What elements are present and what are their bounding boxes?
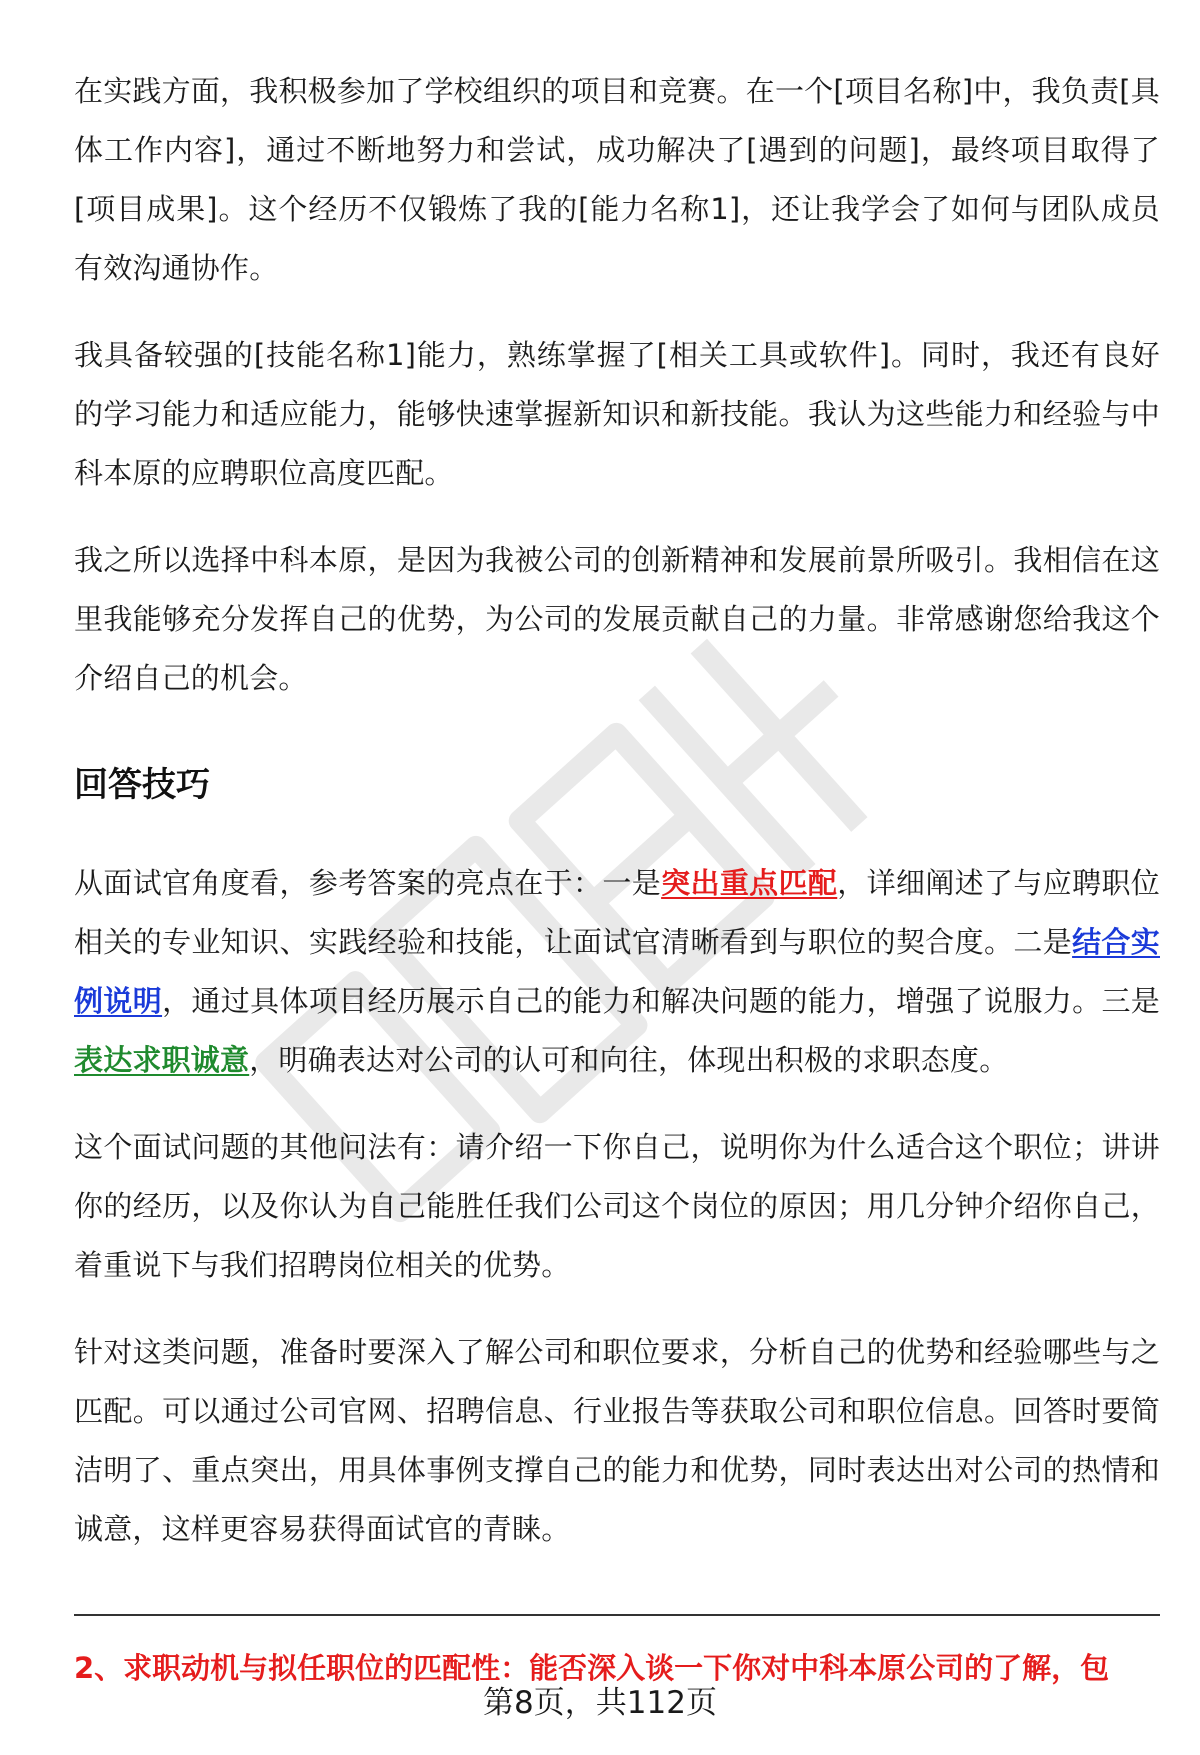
highlight-blue: 结合实例说明: [74, 925, 1160, 1018]
section-divider: [74, 1614, 1160, 1616]
tips-text: ，通过具体项目经历展示自己的能力和解决问题的能力，增强了说服力。三是: [162, 984, 1160, 1018]
tips-paragraph: [74, 854, 1160, 1090]
tips-text: 从面试官角度看，参考答案的亮点在于：一是: [74, 866, 662, 900]
document-body: [74, 62, 1160, 1587]
body-paragraph: 在实践方面，我积极参加了学校组织的项目和竞赛。在一个[项目名称]中，我负责[具体工作内容]，通过不断地努力和尝试，成功解决了[遇到的问题]，最终项目取得了[项目成果]。这个经历不仅锻炼了我的[能力名称1]，还让我学会了如何与团队成员有效沟通协作。: [74, 74, 1160, 285]
page-footer: 第8页，共112页: [483, 1685, 717, 1721]
tips-text: ，详细阐述了与应聘职位相关的专业知识、实践经验和技能，让面试官清晰看到与职位的契合度。二是: [74, 866, 1161, 959]
body-paragraph: 针对这类问题，准备时要深入了解公司和职位要求，分析自己的优势和经验哪些与之匹配。可以通过公司官网、招聘信息、行业报告等获取公司和职位信息。回答时要简洁明了、重点突出，用具体事例支撑自己的能力和优势，同时表达出对公司的热情和诚意，这样更容易获得面试官的青睐。: [74, 1335, 1160, 1546]
highlight-green: 表达求职诚意: [74, 1043, 250, 1077]
next-question-heading: 2、求职动机与拟任职位的匹配性：能否深入谈一下你对中科本原公司的了解，包: [74, 1651, 1110, 1685]
highlight-red: 突出重点匹配: [661, 866, 838, 900]
body-paragraph: 我之所以选择中科本原，是因为我被公司的创新精神和发展前景所吸引。我相信在这里我能够充分发挥自己的优势，为公司的发展贡献自己的力量。非常感谢您给我这个介绍自己的机会。: [74, 543, 1160, 695]
section-heading: 回答技巧: [74, 765, 210, 805]
tips-text: ，明确表达对公司的认可和向往，体现出积极的求职态度。: [249, 1043, 1009, 1077]
body-paragraph: 这个面试问题的其他问法有：请介绍一下你自己，说明你为什么适合这个职位；讲讲你的经历，以及你认为自己能胜任我们公司这个岗位的原因；用几分钟介绍你自己，着重说下与我们招聘岗位相关的优势。: [74, 1130, 1160, 1282]
body-paragraph: 我具备较强的[技能名称1]能力，熟练掌握了[相关工具或软件]。同时，我还有良好的学习能力和适应能力，能够快速掌握新知识和新技能。我认为这些能力和经验与中科本原的应聘职位高度匹配。: [74, 338, 1160, 490]
